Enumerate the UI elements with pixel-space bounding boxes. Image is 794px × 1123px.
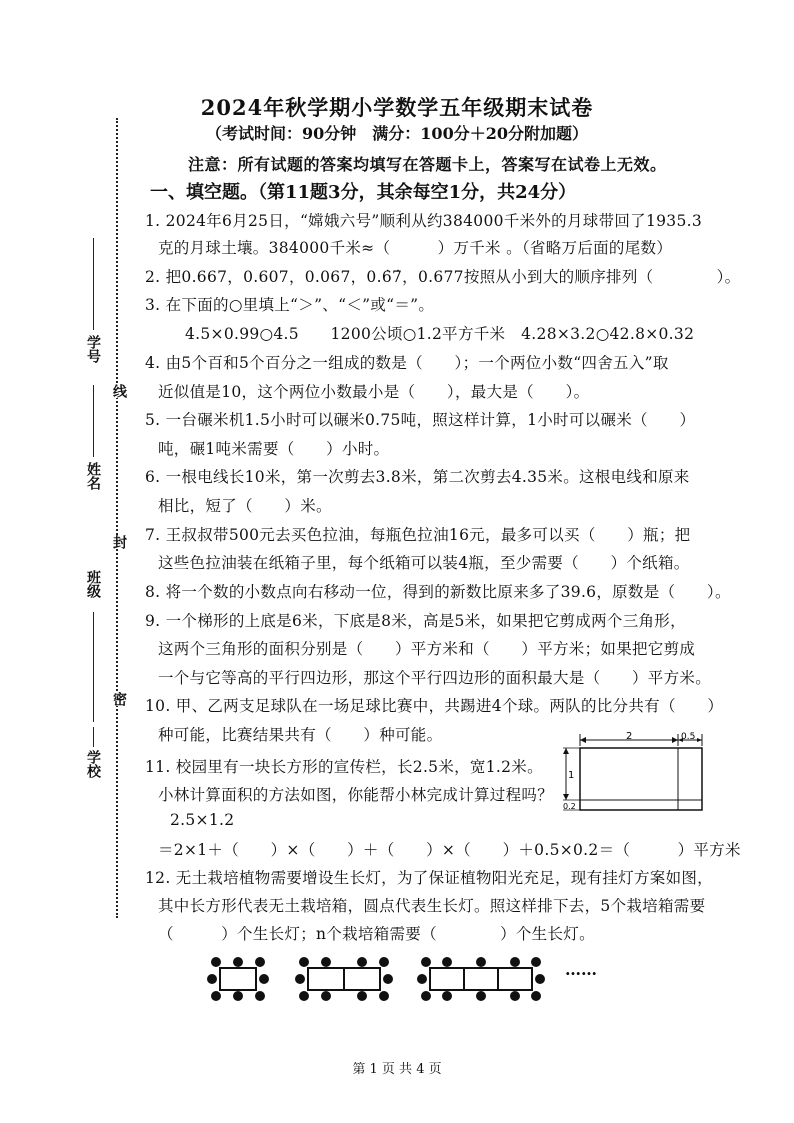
- question-3: 3. 在下面的○里填上“＞”、“＜”或“＝”。: [145, 296, 435, 314]
- question-10-line-1: 10. 甲、乙两支足球队在一场足球比赛中，共踢进4个球。两队的比分共有（ ）: [145, 697, 724, 715]
- grow-lamp: [510, 957, 520, 967]
- pattern-ellipsis: ……: [565, 960, 597, 979]
- grow-lamp: [535, 974, 545, 984]
- grow-lamp: [421, 991, 431, 1001]
- pattern-2-boxes: [295, 957, 393, 1001]
- arrow-head: [563, 794, 569, 800]
- grow-lamp: [255, 991, 265, 1001]
- grow-lamp: [531, 991, 541, 1001]
- pattern-3-boxes: [417, 957, 545, 1001]
- planter-box: [430, 968, 464, 990]
- planter-box: [498, 968, 532, 990]
- seal-char-seal: 封: [111, 535, 127, 549]
- question-8: 8. 将一个数的小数点向右移动一位，得到的新数比原来多了39.6，原数是（ ）。: [145, 583, 731, 601]
- grow-lamp: [211, 957, 221, 967]
- grow-lamp: [476, 957, 486, 967]
- question-5-line-2: 吨，碾1吨米需要（ ）小时。: [158, 440, 390, 458]
- grow-lamp: [357, 991, 367, 1001]
- question-12-line-1: 12. 无土栽培植物需要增设生长灯，为了保证植物阳光充足，现有挂灯方案如图，: [145, 869, 713, 887]
- grow-lamp: [207, 974, 217, 984]
- exam-subtitle: （考试时间：90分钟 满分：100分＋20分附加题）: [206, 124, 588, 143]
- question-4-line-2: 近似值是10，这个两位小数最小是（ ），最大是（ ）。: [158, 383, 590, 401]
- dim-label-2: 2: [626, 731, 633, 742]
- question-11-line-2: 小林计算面积的方法如图，你能帮小林完成计算过程吗？: [158, 786, 554, 804]
- question-6-line-2: 相比，短了（ ）米。: [158, 497, 332, 515]
- grow-lamp: [531, 957, 541, 967]
- question-10-line-2: 种可能，比赛结果共有（ ）种可能。: [158, 726, 443, 744]
- grow-lamp: [510, 991, 520, 1001]
- grow-lamp: [233, 957, 243, 967]
- question-12-line-3: （ ）个生长灯；n个栽培箱需要（ ）个生长灯。: [158, 925, 595, 943]
- question-2: 2. 把0.667，0.607，0.067，0.6̇7̇，0.677按照从小到大的顺序排列（ ）。: [145, 268, 741, 286]
- dim-label-0-5: 0.5: [681, 732, 696, 742]
- student-id-blank: [93, 238, 94, 330]
- grow-lamp: [421, 957, 431, 967]
- question-11-line-1: 11. 校园里有一块长方形的宣传栏，长2.5米，宽1.2米。: [145, 758, 543, 776]
- question-4-line-1: 4. 由5个百和5个百分之一组成的数是（ ）；一个两位小数“四舍五入”取: [145, 354, 669, 372]
- page-number: 第 1 页 共 4 页: [352, 1062, 442, 1077]
- seal-char-secret: 密: [111, 692, 127, 706]
- section-heading: 一、填空题。（第11题3分，其余每空1分，共24分）: [150, 182, 577, 203]
- question-9-line-1: 9. 一个梯形的上底是6米，下底是8米，高是5米，如果把它剪成两个三角形，: [145, 612, 686, 630]
- grow-lamp: [233, 991, 243, 1001]
- question-5-line-1: 5. 一台碾米机1.5小时可以碾米0.75吨，照这样计算，1小时可以碾米（ ）: [145, 411, 696, 429]
- seal-char-line: 线: [111, 384, 127, 398]
- exam-notice: 注意：所有试题的答案均填写在答题卡上，答案写在试卷上无效。: [188, 155, 667, 174]
- grow-lamp: [299, 991, 309, 1001]
- grow-lamp: [442, 957, 452, 967]
- class-blank: [93, 612, 94, 722]
- school-label: 学校: [85, 750, 101, 778]
- dim-label-0-2: 0.2: [563, 802, 576, 811]
- planter-box: [464, 968, 498, 990]
- grow-lamp: [442, 991, 452, 1001]
- arrow-head: [697, 738, 702, 742]
- question-3-items: 4.5×0.99○4.5 1200公顷○1.2平方千米 4.28×3.2○42.8×0.32: [185, 325, 695, 343]
- pattern-1-box: [207, 957, 269, 1001]
- planter-box: [308, 968, 344, 990]
- class-label: 班级: [85, 570, 101, 598]
- school-blank: [93, 727, 94, 747]
- grow-lamp: [211, 991, 221, 1001]
- question-9-line-2: 这两个三角形的面积分别是（ ）平方米和（ ）平方米；如果把它剪成: [158, 640, 696, 658]
- question-1-line-2: 克的月球土壤。384000千米≈（ ）万千米 。（省略万后面的尾数）: [158, 239, 673, 257]
- name-label: 姓名: [85, 462, 101, 490]
- planter-box: [220, 968, 256, 990]
- grow-lamp: [321, 957, 331, 967]
- question-11-line-3: 2.5×1.2: [170, 811, 235, 829]
- q12-lamp-pattern-figure: [200, 954, 600, 1004]
- binding-dotted-line: [116, 118, 118, 918]
- question-6-line-1: 6. 一根电线长10米，第一次剪去3.8米，第二次剪去4.35米。这根电线和原来: [145, 468, 690, 486]
- grow-lamp: [476, 991, 486, 1001]
- grow-lamp: [417, 974, 427, 984]
- question-7-line-2: 这些色拉油装在纸箱子里，每个纸箱可以装4瓶，至少需要（ ）个纸箱。: [158, 554, 690, 572]
- arrow-head: [580, 737, 586, 743]
- question-9-line-3: 一个与它等高的平行四边形，那这个平行四边形的面积最大是（ ）平方米。: [158, 669, 712, 687]
- grow-lamp: [383, 974, 393, 984]
- grow-lamp: [321, 991, 331, 1001]
- question-12-line-2: 其中长方形代表无土栽培箱，圆点代表生长灯。照这样排下去，5个栽培箱需要: [158, 897, 706, 915]
- grow-lamp: [379, 991, 389, 1001]
- grow-lamp: [259, 974, 269, 984]
- name-blank: [93, 385, 94, 457]
- question-11-line-4: ＝2×1＋（ ）×（ ）＋（ ）×（ ）＋0.5×0.2＝（ ）平方米: [158, 841, 741, 859]
- dim-label-1: 1: [568, 770, 575, 781]
- grow-lamp: [299, 957, 309, 967]
- arrow-head: [563, 748, 569, 754]
- planter-box: [344, 968, 380, 990]
- q11-board-figure: [560, 730, 720, 820]
- grow-lamp: [295, 974, 305, 984]
- board-rectangle: [580, 748, 702, 810]
- arrow-head: [672, 737, 678, 743]
- question-1-line-1: 1. 2024年6月25日，“嫦娥六号”顺利从约384000千米外的月球带回了1935.3: [145, 212, 703, 230]
- grow-lamp: [357, 957, 367, 967]
- grow-lamp: [379, 957, 389, 967]
- student-id-label: 学号: [85, 335, 101, 363]
- grow-lamp: [255, 957, 265, 967]
- exam-title: 2024年秋学期小学数学五年级期末试卷: [200, 95, 594, 120]
- question-7-line-1: 7. 王叔叔带500元去买色拉油，每瓶色拉油16元，最多可以买（ ）瓶；把: [145, 526, 691, 544]
